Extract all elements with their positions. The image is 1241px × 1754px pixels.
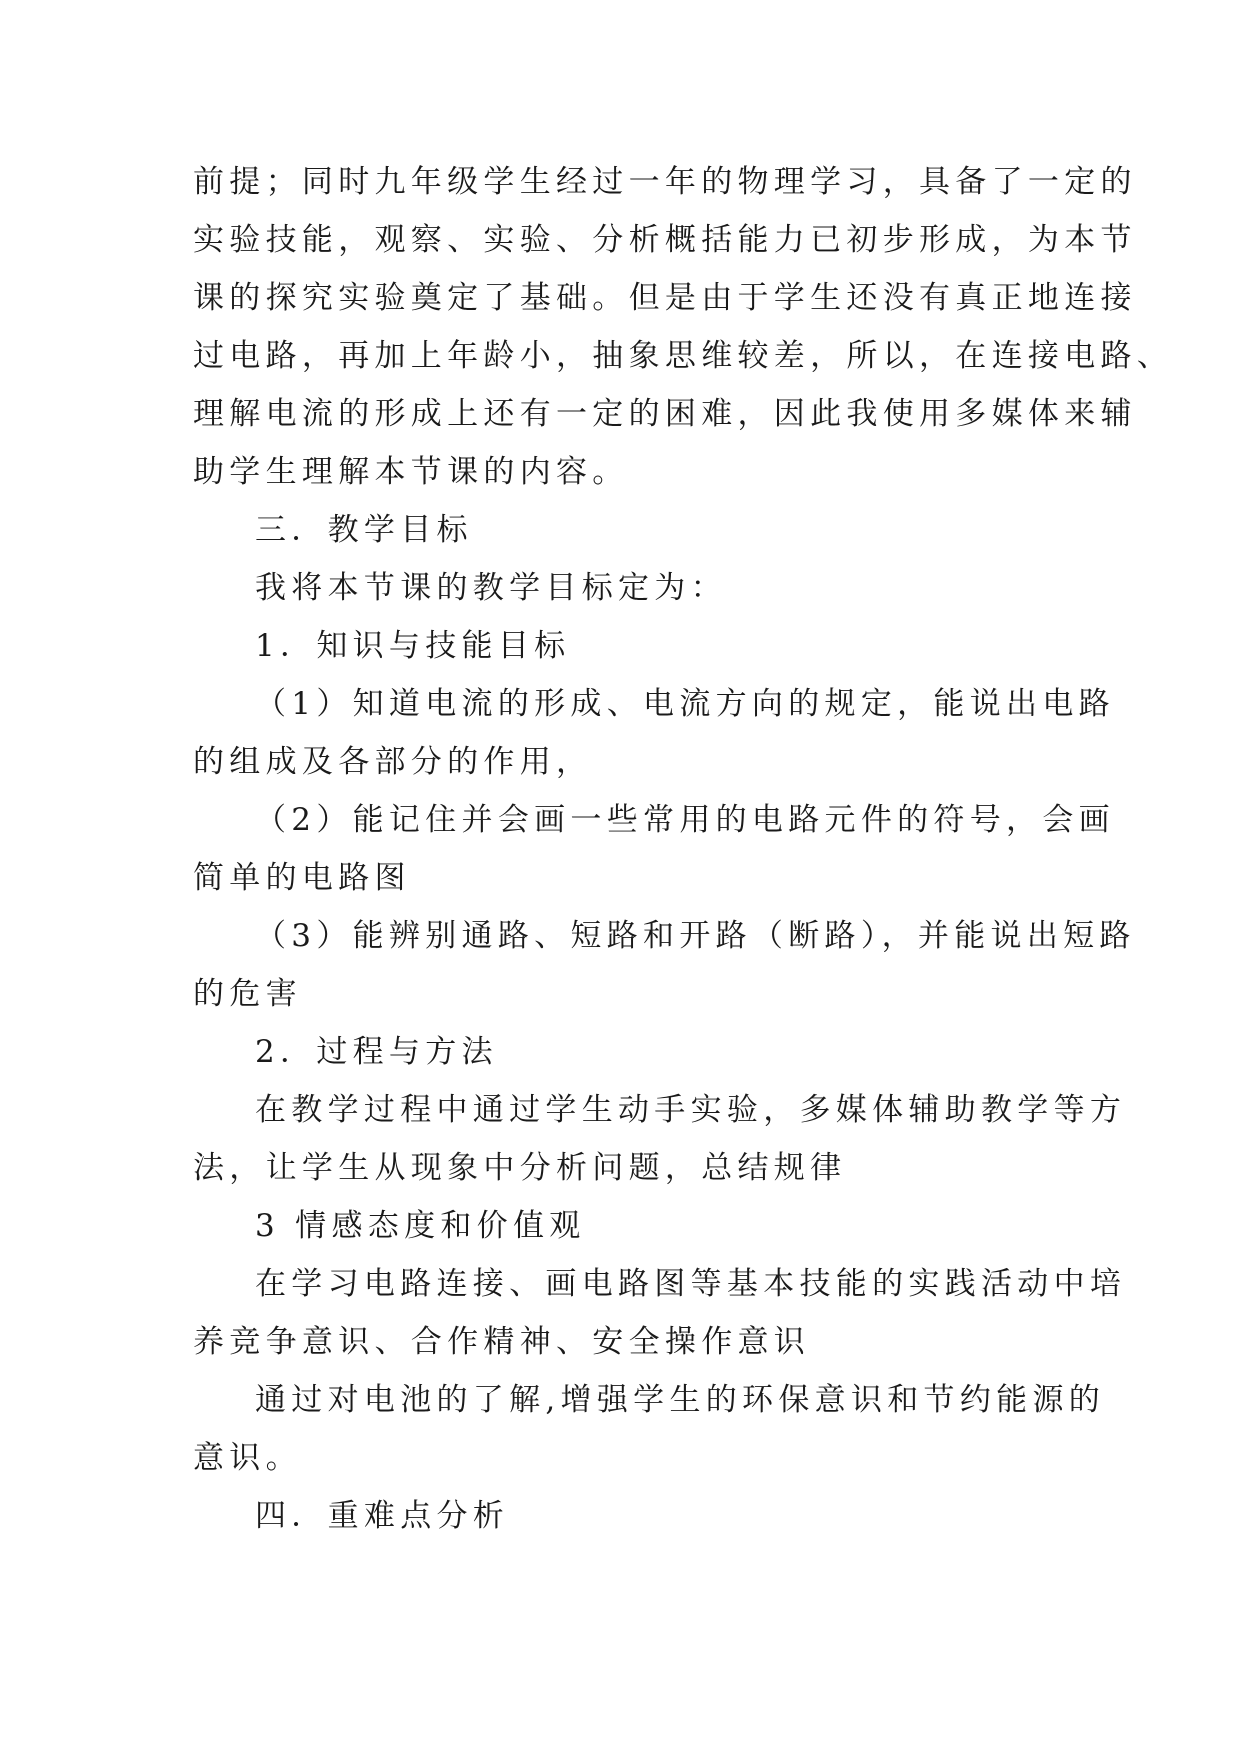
subheading-process: 2．过程与方法 <box>255 1034 498 1070</box>
text-line-1: 前提；同时九年级学生经过一年的物理学习，具备了一定的 <box>193 164 1137 200</box>
text-line-13: 简单的电路图 <box>193 860 411 896</box>
text-line-12: （2）能记住并会画一些常用的电路元件的符号，会画 <box>255 802 1115 838</box>
text-line-10: （1）知道电流的形成、电流方向的规定，能说出电路 <box>255 686 1115 722</box>
section-heading-4: 四．重难点分析 <box>255 1498 510 1534</box>
section-heading-3: 三．教学目标 <box>255 512 473 548</box>
text-line-20: 在学习电路连接、画电路图等基本技能的实践活动中培 <box>255 1266 1127 1302</box>
text-line-8: 我将本节课的教学目标定为： <box>255 570 727 606</box>
text-line-3: 课的探究实验奠定了基础。但是由于学生还没有真正地连接 <box>193 280 1137 316</box>
subheading-knowledge: 1．知识与技能目标 <box>255 628 571 664</box>
text-line-22: 通过对电池的了解,增强学生的环保意识和节约能源的 <box>255 1382 1106 1418</box>
text-line-15: 的危害 <box>193 976 302 1012</box>
text-line-5: 理解电流的形成上还有一定的困难，因此我使用多媒体来辅 <box>193 396 1137 432</box>
text-line-14: （3）能辨别通路、短路和开路（断路），并能说出短路 <box>255 918 1136 954</box>
subheading-attitude: 3 情感态度和价值观 <box>255 1208 586 1244</box>
text-line-11: 的组成及各部分的作用， <box>193 744 593 780</box>
text-line-23: 意识。 <box>193 1440 302 1476</box>
text-line-4: 过电路，再加上年龄小，抽象思维较差，所以，在连接电路、 <box>193 338 1174 374</box>
text-line-17: 在教学过程中通过学生动手实验，多媒体辅助教学等方 <box>255 1092 1127 1128</box>
text-line-6: 助学生理解本节课的内容。 <box>193 454 629 490</box>
text-line-2: 实验技能，观察、实验、分析概括能力已初步形成，为本节 <box>193 222 1137 258</box>
text-line-18: 法，让学生从现象中分析问题，总结规律 <box>193 1150 847 1186</box>
text-line-21: 养竞争意识、合作精神、安全操作意识 <box>193 1324 811 1360</box>
